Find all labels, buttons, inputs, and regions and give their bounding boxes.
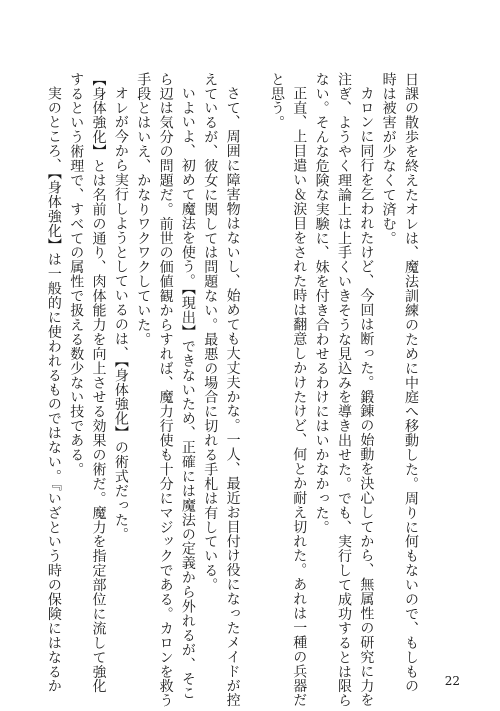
page-number: 22 <box>444 674 460 688</box>
text-column: 注ぎ、ようやく理論上は上手くいきそうな見込みを導き出せた。でも、実行して成功するとは限ら <box>335 72 352 708</box>
vertical-text-body <box>43 72 423 708</box>
paragraph-gap <box>244 72 266 660</box>
text-column: カロンに同行を乞われたけど、今回は断った。鍛錬の始動を決心してから、無属性の研究に力を <box>358 86 375 708</box>
text-column: いよいよ、初めて魔法を使う。【現出】できないため、正確には魔法の定義から外れるが、そこ <box>179 86 196 701</box>
text-column: 正直、上目遣い＆涙目をされた時は翻意しかけたけど、何とか耐え切れた。あれは一種の兵器だ <box>291 86 308 708</box>
text-column: さて、周囲に障害物はないし、始めても大丈夫かな。一人、最近お目付け役になったメイドが控 <box>224 86 241 708</box>
text-column: と思う。 <box>268 72 285 130</box>
text-column: 手段とはいえ、かなりワクワクしていた。 <box>135 72 152 347</box>
text-column: 日課の散歩を終えたオレは、魔法訓練のために中庭へ移動した。周りに何もないので、もしもの <box>403 72 419 694</box>
text-column: 【身体強化】とは名前の通り、肉体能力を向上させる効果の術だ。魔力を指定部位に流して強化 <box>90 72 107 694</box>
text-column: オレが今から実行しようとしているのは、【身体強化】の術式だった。 <box>112 86 129 542</box>
text-column: 時は被害が少なくて済む。 <box>380 72 397 246</box>
text-column: ら辺は気分の問題だ。前世の価値観からすれば、魔力行使も十分にマジックである。カロンを救う <box>157 72 174 708</box>
text-column: 実のところ、【身体強化】は一般的に使われるものではない。『いざという時の保険にはなるか <box>45 86 62 694</box>
text-column: えているが、彼女に関しては問題ない。最悪の場合に切れる手札は有している。 <box>202 72 219 593</box>
text-column: するという術理で、すべての属性で扱える数少ない技である。 <box>68 72 85 477</box>
text-column: ない。そんな危険な実験に、妹を付き合わせるわけにはいかなかった。 <box>313 72 330 535</box>
